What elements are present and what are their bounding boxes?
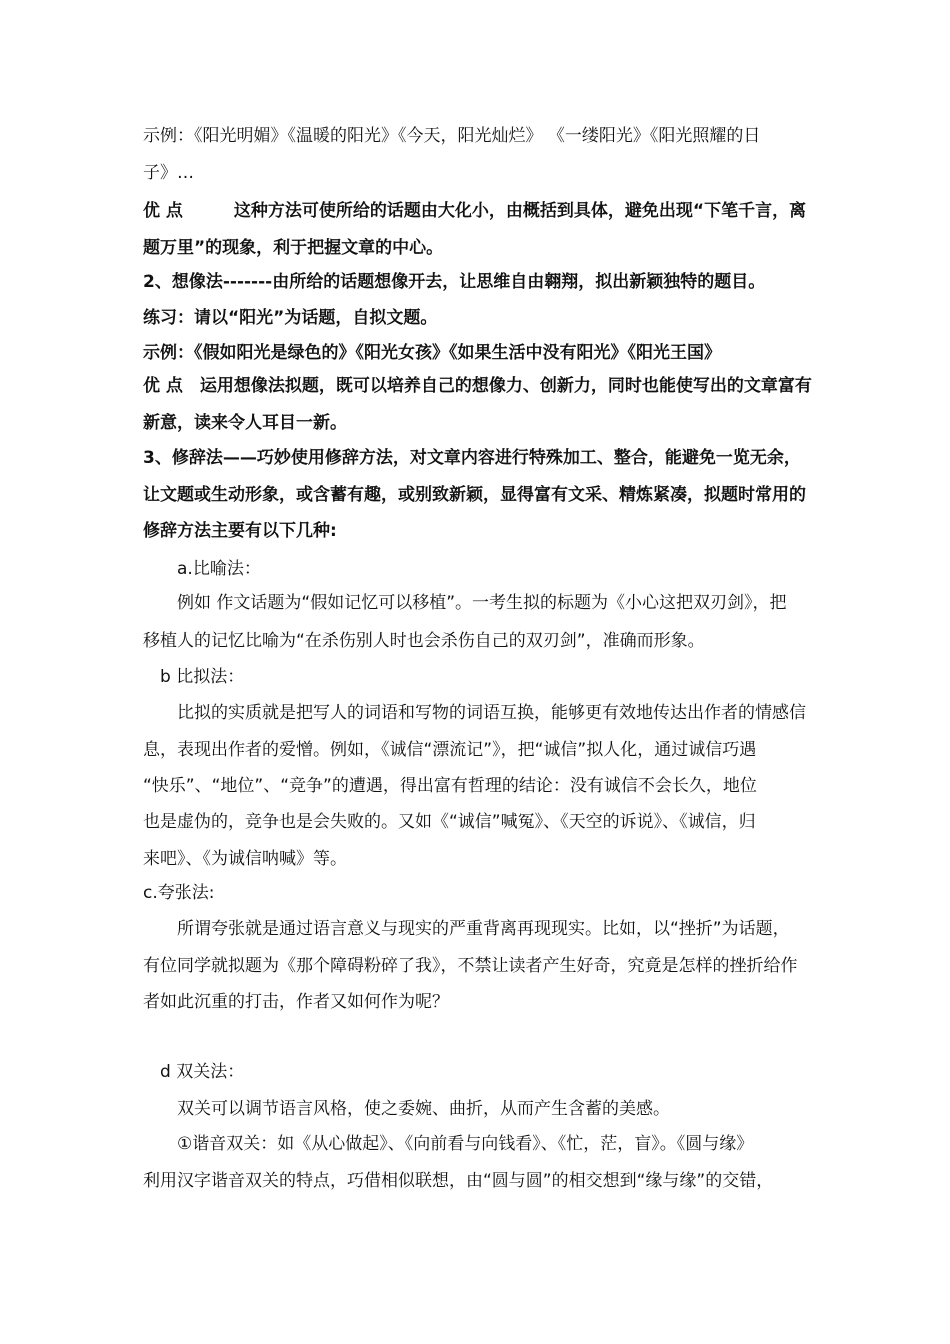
text-line: a.比喻法： xyxy=(177,559,261,579)
text-line: c.夸张法: xyxy=(143,883,215,903)
text-line: “快乐”、“地位”、“竞争”的遭遇，得出富有哲理的结论：没有诚信不会长久，地位 xyxy=(143,776,757,796)
text-line: 新意，读来令人耳目一新。 xyxy=(143,413,347,433)
text-line: 子》… xyxy=(143,163,194,183)
text-line: 双关可以调节语言风格，使之委婉、曲折，从而产生含蓄的美感。 xyxy=(177,1099,670,1119)
text-line: 示例：《阳光明媚》《温暖的阳光》《今天，阳光灿烂》 《一缕阳光》《阳光照耀的日 xyxy=(143,126,761,146)
text-line: 来吧》、《为诚信呐喊》等。 xyxy=(143,849,347,869)
text-line: ①谐音双关：如《从心做起》、《向前看与向钱看》、《忙，茫，盲》。《圆与缘》 xyxy=(177,1134,754,1154)
text-line: 题万里”的现象，利于把握文章的中心。 xyxy=(143,238,444,258)
text-line: 修辞方法主要有以下几种: xyxy=(143,521,337,541)
text-line: 有位同学就拟题为《那个障碍粉碎了我》，不禁让读者产生好奇，究竟是怎样的挫折给作 xyxy=(143,956,798,976)
text-line: 利用汉字谐音双关的特点，巧借相似联想，由“圆与圆”的相交想到“缘与缘”的交错， xyxy=(143,1171,774,1191)
text-line: b 比拟法： xyxy=(160,667,245,687)
text-line: 优 点 这种方法可使所给的话题由大化小，由概括到具体，避免出现“下笔千言，离 xyxy=(143,201,807,221)
text-line: 者如此沉重的打击，作者又如何作为呢？ xyxy=(143,992,449,1012)
text-line: d 双关法： xyxy=(160,1062,245,1082)
text-line: 也是虚伪的，竞争也是会失败的。又如《“诚信”喊冤》、《天空的诉说》、《诚信，归 xyxy=(143,812,756,832)
text-line: 练习：请以“阳光”为话题，自拟文题。 xyxy=(143,308,438,328)
text-line: 息，表现出作者的爱憎。例如，《诚信“漂流记”》，把“诚信”拟人化，通过诚信巧遇 xyxy=(143,740,757,760)
text-line: 比拟的实质就是把写人的词语和写物的词语互换，能够更有效地传达出作者的情感信 xyxy=(177,703,806,723)
text-line: 所谓夸张就是通过语言意义与现实的严重背离再现现实。比如，以“挫折”为话题， xyxy=(177,919,790,939)
text-line: 移植人的记忆比喻为“在杀伤别人时也会杀伤自己的双刃剑”，准确而形象。 xyxy=(143,631,705,651)
text-line: 2、想像法-------由所给的话题想像开去，让思维自由翱翔，拟出新颖独特的题目。 xyxy=(143,272,766,292)
text-line: 优 点 运用想像法拟题，既可以培养自己的想像力、创新力，同时也能使写出的文章富有 xyxy=(143,376,812,396)
text-line: 示例：《假如阳光是绿色的》《阳光女孩》《如果生活中没有阳光》《阳光王国》 xyxy=(143,343,721,363)
text-line: 例如 作文话题为“假如记忆可以移植”。一考生拟的标题为《小心这把双刃剑》，把 xyxy=(177,593,787,613)
text-line: 3、修辞法——巧妙使用修辞方法，对文章内容进行特殊加工、整合，能避免一览无余， xyxy=(143,448,801,468)
text-line: 让文题或生动形象，或含蓄有趣，或别致新颖，显得富有文采、精炼紧凑，拟题时常用的 xyxy=(143,485,806,505)
